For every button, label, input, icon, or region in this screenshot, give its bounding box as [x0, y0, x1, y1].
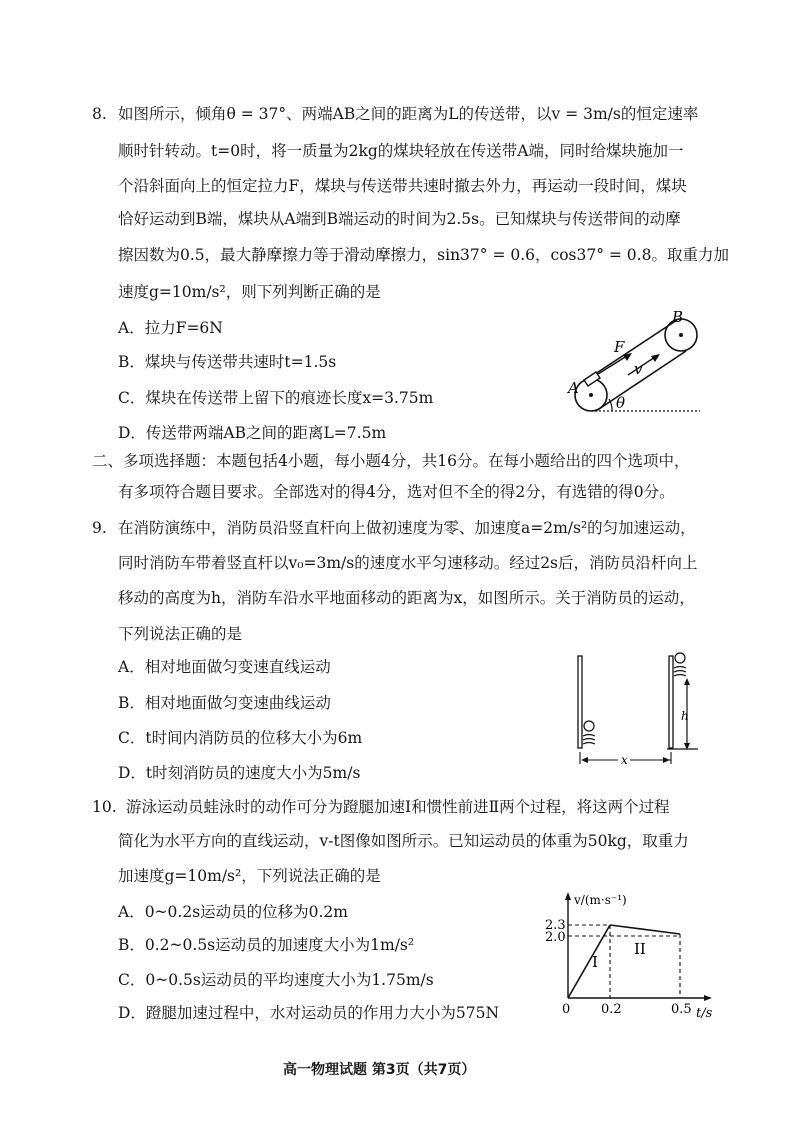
q9-stem-line1: 在消防演练中，消防员沿竖直杆向上做初速度为零、加速度a=2m/s²的匀加速运动， — [118, 519, 696, 537]
q10-stem-line2: 简化为水平方向的直线运动，v-t图像如图所示。已知运动员的体重为50kg，取重力 — [118, 832, 689, 850]
q8-conveyor-figure — [560, 300, 730, 420]
q8-option-a: A．拉力F=6N — [118, 319, 223, 337]
q10-option-d: D．蹬腿加速过程中，水对运动员的作用力大小为575N — [118, 1004, 500, 1022]
graph-ylabel: v/(m·s⁻¹) — [574, 893, 627, 907]
q8-number: 8. — [92, 105, 107, 123]
q9-stem-line2: 同时消防车带着竖直杆以v₀=3m/s的速度水平匀速移动。经过2s后，消防员沿杆向上 — [118, 554, 698, 572]
segment-ii — [610, 925, 680, 934]
q9-option-c: C．t时间内消防员的位移大小为6m — [118, 729, 363, 747]
q8-stem-line5: 擦因数为0.5，最大静摩擦力等于滑动摩擦力，sin37° = 0.6，cos37° = 0.8。取重力加 — [118, 246, 729, 264]
graph-ytick-high: 2.3 — [545, 918, 566, 933]
graph-xtick-1: 0.2 — [601, 1002, 622, 1017]
q10-stem-line1: 游泳运动员蛙泳时的动作可分为蹬腿加速Ⅰ和惯性前进Ⅱ两个过程，将这两个过程 — [126, 798, 670, 816]
section2-line2: 有多项符合题目要求。全部选对的得4分，选对但不全的得2分，有选错的得0分。 — [118, 483, 675, 501]
q9-number: 9. — [92, 519, 107, 537]
graph-region-i: I — [592, 953, 598, 971]
q8-stem-line3: 个沿斜面向上的恒定拉力F，煤块与传送带共速时撤去外力，再运动一段时间，煤块 — [118, 177, 687, 195]
firefighter-top-icon — [674, 653, 686, 676]
page-footer: 高一物理试题 第3页（共7页） — [283, 1062, 476, 1078]
graph-region-ii: II — [634, 940, 646, 958]
label-f: F — [614, 338, 625, 356]
q8-option-d: D．传送带两端AB之间的距离L=7.5m — [118, 424, 387, 442]
q10-stem-line3: 加速度g=10m/s²，下列说法正确的是 — [118, 867, 381, 885]
q10-option-b: B．0.2~0.5s运动员的加速度大小为1m/s² — [118, 936, 415, 954]
q8-stem-line2: 顺时针转动。t=0时，将一质量为2kg的煤块轻放在传送带A端，同时给煤块施加一 — [118, 142, 684, 160]
q8-stem-line4: 恰好运动到B端，煤块从A端到B端运动的时间为2.5s。已知煤块与传送带间的动摩 — [118, 210, 681, 228]
q8-option-c: C．煤块在传送带上留下的痕迹长度x=3.75m — [118, 389, 434, 407]
label-theta: θ — [616, 394, 626, 412]
q9-option-d: D．t时刻消防员的速度大小为5m/s — [118, 764, 361, 782]
firefighter-bottom-icon — [583, 721, 595, 744]
q8-stem-line1: 如图所示，倾角θ = 37°、两端AB之间的距离为L的传送带，以v = 3m/s的恒定速率 — [118, 105, 699, 123]
q9-option-b: B．相对地面做匀变速曲线运动 — [118, 694, 331, 712]
q10-vt-graph — [530, 890, 720, 1020]
q9-option-a: A．相对地面做匀变速直线运动 — [118, 658, 331, 676]
label-x: x — [621, 753, 628, 767]
label-h: h — [681, 709, 689, 723]
label-v: v — [634, 360, 643, 378]
graph-ytick-low: 2.0 — [545, 930, 566, 945]
q9-firefighter-figure — [572, 648, 707, 768]
graph-xtick-2: 0.5 — [671, 1002, 692, 1017]
graph-origin: 0 — [562, 1002, 571, 1017]
label-b: B — [672, 308, 684, 326]
q8-option-b: B．煤块与传送带共速时t=1.5s — [118, 353, 337, 371]
q9-stem-line3: 移动的高度为h，消防车沿水平地面移动的距离为x，如图所示。关于消防员的运动， — [118, 589, 695, 607]
graph-xlabel: t/s — [696, 1006, 713, 1020]
label-a: A — [568, 379, 579, 397]
q10-option-c: C．0~0.5s运动员的平均速度大小为1.75m/s — [118, 971, 434, 989]
q8-stem-line6: 速度g=10m/s²，则下列判断正确的是 — [118, 283, 381, 301]
coal-block-icon — [584, 372, 600, 386]
q10-number: 10. — [92, 798, 117, 816]
q10-option-a: A．0~0.2s运动员的位移为0.2m — [118, 903, 348, 921]
q9-stem-line4: 下列说法正确的是 — [118, 625, 243, 643]
section2-line1: 二、多项选择题：本题包括4小题，每小题4分，共16分。在每小题给出的四个选项中， — [92, 452, 690, 470]
